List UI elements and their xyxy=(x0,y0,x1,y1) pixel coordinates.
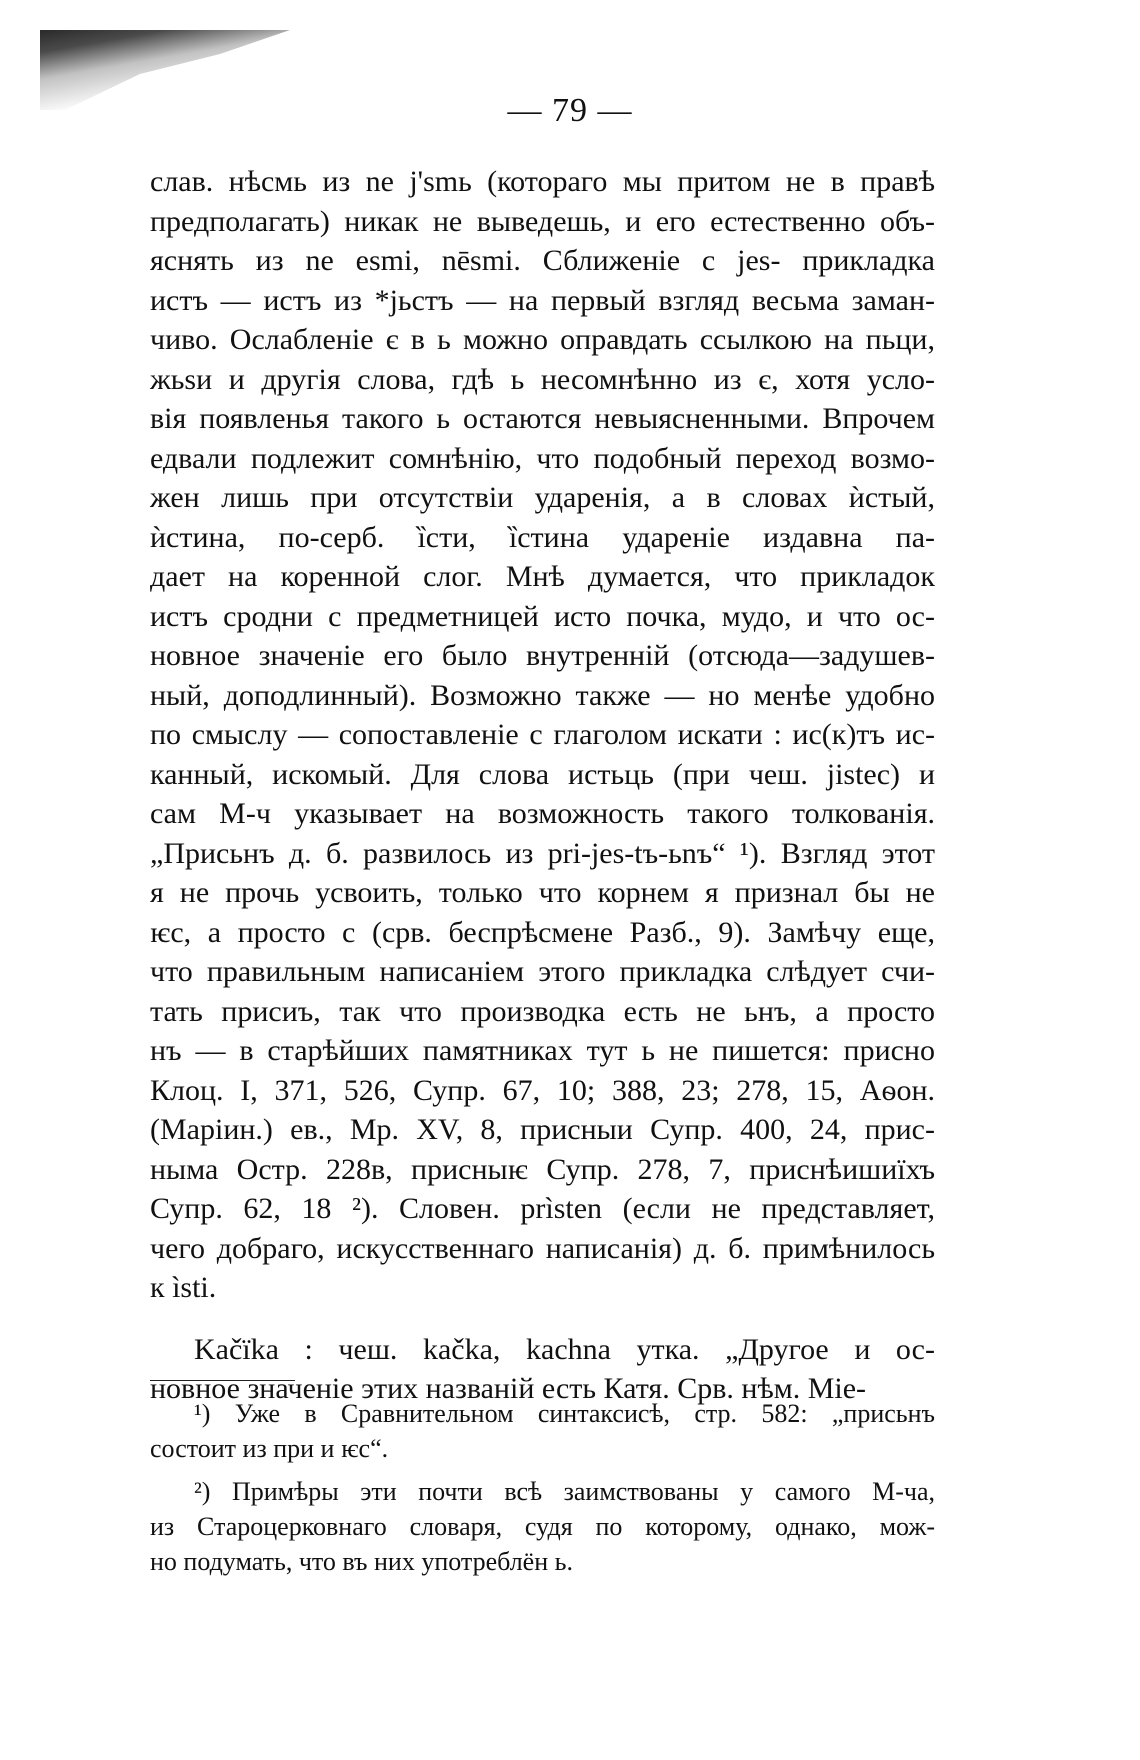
text-line: предполагать) никак не выведешь, и его естественно объ- xyxy=(150,204,935,238)
text-line: новное значеніе этих названій есть Катя. Срв. нѣм. Mie- xyxy=(150,1372,867,1405)
text-line: истъ сродни с предметницей исто почка, мудо, и что ос- xyxy=(150,599,935,633)
text-line: сам М-ч указывает на возможность такого толкованія. xyxy=(150,797,935,830)
text-line: (Маріин.) ев., Мр. XV, 8, присныи Супр. 400, 24, прис- xyxy=(150,1113,935,1146)
footnotes xyxy=(150,1396,935,1579)
text-line: Клоц. I, 371, 526, Супр. 67, 10; 388, 23; 278, 15, Аѳон. xyxy=(150,1073,935,1107)
text-line: дает на коренной слог. Мнѣ думается, что прикладок xyxy=(150,560,935,593)
text-line: жьѕи и другія слова, гдѣ ь несомнѣнно из є, хотя усло- xyxy=(150,362,935,396)
footnote-rule xyxy=(150,1380,295,1381)
text-line: нъ — в старѣйших памятниках тут ь не пишется: присно xyxy=(150,1034,935,1067)
text-line: едвали подлежит сомнѣнію, что подобный переход возмо- xyxy=(150,441,935,475)
footnote-line: состоит из при и ѥс“. xyxy=(150,1434,389,1463)
footnote-line: ²) Примѣры эти почти всѣ заимствованы у самого М-ча, xyxy=(194,1477,935,1506)
text-line: тать присиъ, так что производка есть не ьнъ, а просто xyxy=(150,994,935,1028)
text-line: чего добраго, искусственнаго написанія) д. б. примѣнилось xyxy=(150,1231,935,1265)
text-line: жен лишь при отсутствіи ударенія, а в словах ѝстый, xyxy=(150,481,935,514)
body-text xyxy=(150,162,935,1409)
text-line: ѥс, а просто с (срв. беспрѣсмене Разб., 9). Замѣчу еще, xyxy=(150,915,935,949)
footnote-line: ¹) Уже в Сравнительном синтаксисѣ, стр. 582: „присьнъ xyxy=(194,1399,935,1428)
text-line: к ìsti. xyxy=(150,1271,217,1304)
text-line: Супр. 62, 18 ²). Словен. prìsten (если не представляет, xyxy=(150,1192,935,1225)
text-line: „Присьнъ д. б. развилось из pri-jes-tъ-ьnъ“ ¹). Взгляд этот xyxy=(150,836,935,870)
footnote xyxy=(150,1396,935,1466)
text-line: что правильным написаніем этого прикладка слѣдует счи- xyxy=(150,955,935,988)
footnote xyxy=(150,1474,935,1579)
text-line: яснять из ne esmi, nēsmi. Сближеніе с jes- прикладка xyxy=(150,244,935,277)
text-line: истъ — истъ из *jьстъ — на первый взгляд весьма заман- xyxy=(150,283,935,317)
text-line: ѝстина, по-серб. ȉсти, ȉстина удареніе издавна па- xyxy=(150,520,935,554)
text-line: канный, искомый. Для слова истьць (при чеш. jistec) и xyxy=(150,757,935,791)
footnote-line: но подумать, что въ них употреблён ь. xyxy=(150,1547,573,1576)
text-line: ный, доподлинный). Возможно также — но менѣе удобно xyxy=(150,678,935,712)
text-line: новное значеніе его было внутренній (отсюда—задушев- xyxy=(150,639,935,672)
page-number: — 79 — xyxy=(507,92,633,129)
text-line: вія появленья такого ь остаются невыясненными. Впрочем xyxy=(150,402,935,435)
text-line: слав. нѣсмь из ne j'smь (котораго мы притом не в правѣ xyxy=(150,165,935,198)
footnote-line: из Староцерковнаго словаря, судя по которому, однако, мож- xyxy=(150,1512,935,1541)
text-line: по смыслу — сопоставленіе с глаголом искати : ис(к)тъ ис- xyxy=(150,718,935,751)
text-line: ныма Остр. 228в, присныѥ Супр. 278, 7, приснѣишиїхъ xyxy=(150,1152,935,1186)
text-line: я не прочь усвоить, только что корнем я признал бы не xyxy=(150,876,935,909)
text-line: чиво. Ослабленіе є в ь можно оправдать ссылкою на пьци, xyxy=(150,323,935,356)
text-line: Kačїka : чеш. kačka, kachna утка. „Другое и ос- xyxy=(194,1332,935,1366)
